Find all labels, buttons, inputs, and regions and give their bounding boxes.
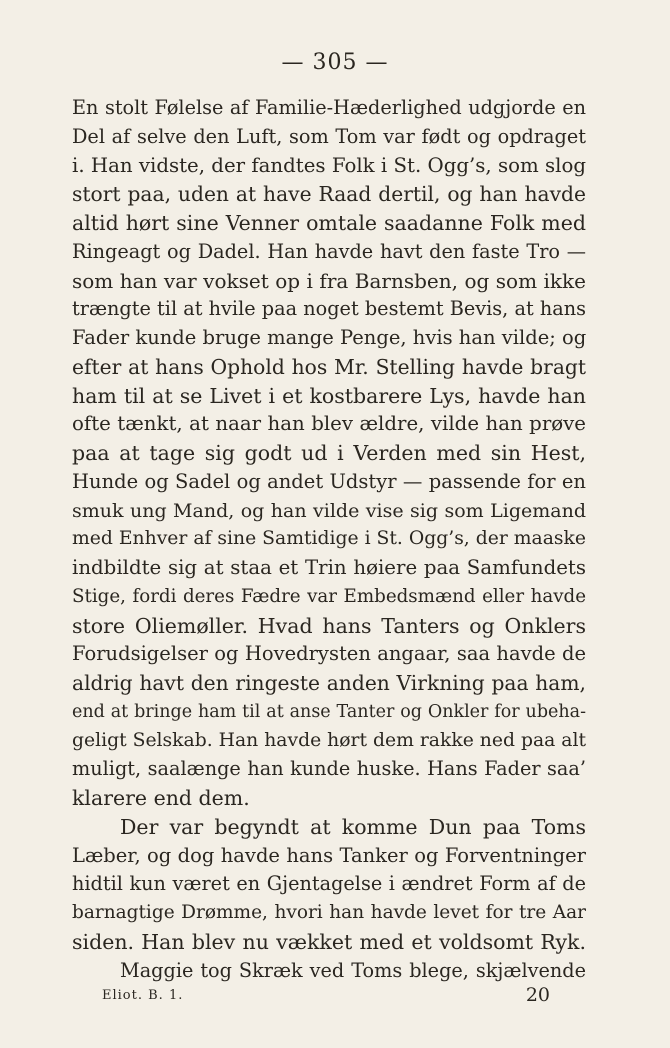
text-line: indbildte sig at staa et Trin høiere paa Samfundets bbox=[72, 556, 586, 579]
text-line: med Enhver af sine Samtidige i St. Ogg’s, der maaske bbox=[72, 528, 586, 550]
text-line: ofte tænkt, at naar han blev ældre, vilde han prøve bbox=[72, 412, 586, 436]
text-line: stort paa, uden at have Raad dertil, og han havde bbox=[72, 182, 586, 207]
text-line: En stolt Følelse af Familie-Hæderlighed udgjorde en bbox=[72, 96, 586, 119]
text-line: Stige, fordi deres Fædre var Embedsmænd eller havde bbox=[72, 585, 586, 607]
text-line: efter at hans Ophold hos Mr. Stelling havde bragt bbox=[72, 354, 586, 379]
text-line: smuk ung Mand, og han vilde vise sig som Ligemand bbox=[72, 499, 586, 522]
text-line: store Oliemøller. Hvad hans Tanters og Onklers bbox=[72, 613, 586, 638]
text-line: Del af selve den Luft, som Tom var født og opdraget bbox=[72, 124, 586, 148]
text-line: end at bringe ham til at anse Tanter og Onkler for ubeha- bbox=[72, 701, 586, 722]
text-line: Hunde og Sadel og andet Udstyr — passende for en bbox=[72, 469, 586, 493]
text-line: hidtil kun været en Gjentagelse i ændret Form af de bbox=[72, 872, 586, 896]
sheet-number: 20 bbox=[525, 984, 550, 1006]
text-line: altid hørt sine Venner omtale saadanne Folk med bbox=[72, 211, 586, 235]
text-line: paa at tage sig godt ud i Verden med sin Hest, bbox=[72, 441, 586, 465]
text-line: muligt, saalænge han kunde huske. Hans Fader saa’ bbox=[72, 757, 586, 781]
text-line: siden. Han blev nu vækket med et voldsomt Ryk. bbox=[72, 929, 586, 954]
text-line: klarere end dem. bbox=[72, 786, 250, 810]
text-line: i. Han vidste, der fandtes Folk i St. Ogg’s, som slog bbox=[72, 153, 586, 177]
text-line: barnagtige Drømme, hvori han havde levet for tre Aar bbox=[72, 902, 586, 923]
body-text bbox=[72, 94, 586, 985]
text-line: Ringeagt og Dadel. Han havde havt den faste Tro — bbox=[72, 239, 586, 263]
text-line: Forudsigelser og Hovedrysten angaar, saa havde de bbox=[72, 642, 586, 666]
text-line: Der var begyndt at komme Dun paa Toms bbox=[120, 814, 586, 839]
text-line: ham til at se Livet i et kostbarere Lys, havde han bbox=[72, 383, 586, 408]
text-line: Maggie tog Skræk ved Toms blege, skjælvende bbox=[120, 958, 586, 982]
text-line: geligt Selskab. Han havde hørt dem rakke ned paa alt bbox=[72, 729, 586, 751]
text-line: som han var vokset op i fra Barnsben, og som ikke bbox=[72, 268, 586, 293]
page-footer bbox=[72, 984, 586, 1008]
page-number: — 305 — bbox=[281, 50, 389, 75]
text-line: trængte til at hvile paa noget bestemt Bevis, at hans bbox=[72, 297, 586, 321]
text-line: aldrig havt den ringeste anden Virkning paa ham, bbox=[72, 671, 586, 695]
text-line: Læber, og dog havde hans Tanker og Forventninger bbox=[72, 843, 586, 867]
printer-signature: Eliot. B. 1. bbox=[102, 988, 184, 1003]
text-line: Fader kunde bruge mange Penge, hvis han vilde; og bbox=[72, 326, 587, 349]
